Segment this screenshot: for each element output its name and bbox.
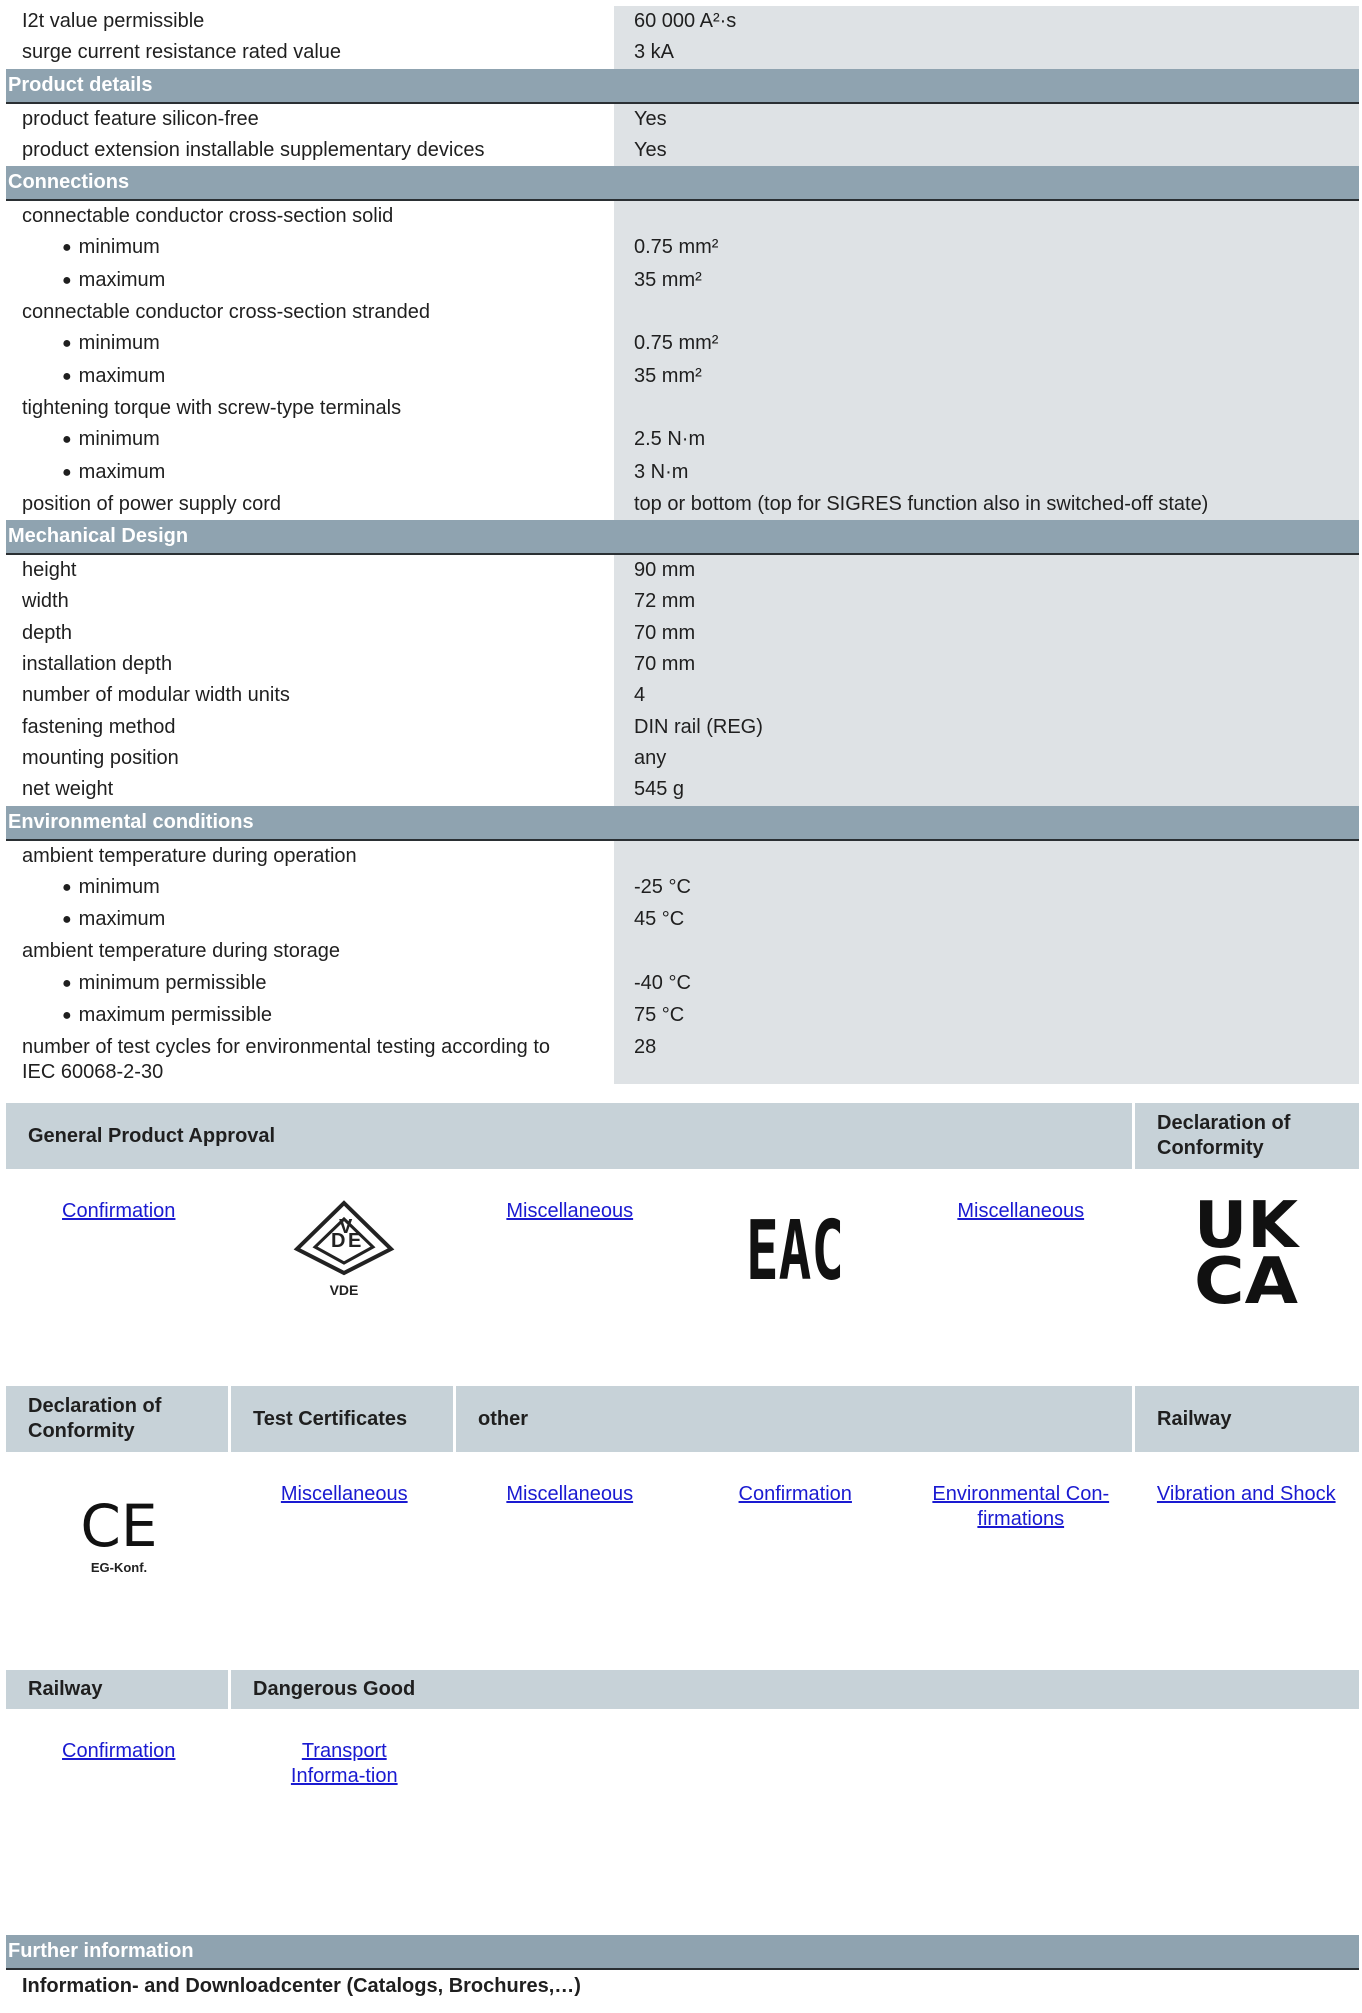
spec-row bbox=[6, 265, 1359, 297]
spec-value bbox=[614, 297, 1359, 328]
spec-row bbox=[6, 489, 1359, 520]
spec-row bbox=[6, 680, 1359, 711]
spec-value: 0.75 mm² bbox=[614, 328, 1359, 360]
spec-row bbox=[6, 37, 1359, 68]
spec-label: mounting position bbox=[22, 746, 179, 769]
spec-label: ambient temperature during storage bbox=[22, 940, 340, 963]
ce-text: CE bbox=[80, 1492, 158, 1560]
spec-row bbox=[6, 904, 1359, 936]
spec-label: net weight bbox=[22, 778, 114, 801]
spec-value: 70 mm bbox=[614, 649, 1359, 680]
spec-value: 35 mm² bbox=[614, 361, 1359, 393]
ce-logo bbox=[6, 1452, 232, 1578]
spec-value: 72 mm bbox=[614, 586, 1359, 617]
spec-value: 0.75 mm² bbox=[614, 232, 1359, 264]
cert-cell bbox=[6, 1169, 232, 1309]
cert-header-test-certificates: Test Certificates bbox=[231, 1386, 453, 1452]
spec-label: product feature silicon-free bbox=[22, 107, 259, 130]
cert-cell bbox=[1134, 1452, 1360, 1578]
svg-text:V: V bbox=[339, 1216, 353, 1238]
section-header-further-information: Further information bbox=[6, 1935, 1359, 1970]
spec-label: ● maximum bbox=[6, 904, 614, 936]
svg-text:D: D bbox=[331, 1230, 346, 1252]
spec-value: 60 000 A²·s bbox=[614, 6, 1359, 37]
vibration-and-shock-link[interactable]: Vibration and Shock bbox=[1156, 1483, 1336, 1505]
spec-row bbox=[6, 936, 1359, 967]
spec-label: depth bbox=[22, 621, 73, 644]
cert-header-row bbox=[6, 1103, 1359, 1169]
spec-value bbox=[614, 393, 1359, 424]
spec-row bbox=[6, 201, 1359, 232]
cert-header-row bbox=[6, 1386, 1359, 1452]
spec-label: height bbox=[22, 559, 77, 582]
spec-label: ● maximum permissible bbox=[6, 1000, 614, 1032]
spec-label: ● maximum bbox=[6, 265, 614, 297]
spec-row bbox=[6, 618, 1359, 649]
spec-value: 3 kA bbox=[614, 37, 1359, 68]
spec-row bbox=[6, 712, 1359, 743]
spec-label: I2t value permissible bbox=[22, 10, 205, 32]
spec-row bbox=[6, 424, 1359, 456]
spec-label: width bbox=[22, 590, 69, 613]
spec-label: ● minimum bbox=[6, 328, 614, 360]
ce-sub-text: EG-Konf. bbox=[90, 1560, 147, 1575]
spec-value bbox=[614, 936, 1359, 967]
spec-value: -25 °C bbox=[614, 872, 1359, 904]
cert-header-declaration-of-conformity: Declaration of Conformity bbox=[1135, 1103, 1359, 1169]
cert-items-row bbox=[6, 1452, 1359, 1578]
ukca-logo bbox=[1134, 1169, 1360, 1319]
spec-value: DIN rail (REG) bbox=[614, 712, 1359, 743]
cert-items-row bbox=[6, 1169, 1359, 1319]
eac-text: EAC bbox=[746, 1204, 845, 1299]
cert-header-railway: Railway bbox=[6, 1670, 228, 1709]
spec-row bbox=[6, 774, 1359, 805]
spec-label: product extension installable supplementary devices bbox=[22, 138, 485, 161]
spec-row bbox=[6, 841, 1359, 872]
confirmation-link[interactable]: Confirmation bbox=[62, 1740, 176, 1762]
spec-table bbox=[6, 6, 1359, 1084]
spec-row bbox=[6, 104, 1359, 135]
spec-label: number of modular width units bbox=[22, 684, 290, 707]
spec-value: Yes bbox=[614, 135, 1359, 166]
spec-value: 28 bbox=[614, 1032, 1359, 1084]
spec-label: ● minimum bbox=[6, 424, 614, 456]
spec-label: installation depth bbox=[22, 653, 173, 676]
certificates-block-2 bbox=[6, 1386, 1359, 1578]
spec-label: ● minimum bbox=[6, 232, 614, 264]
spec-label: ● maximum bbox=[6, 361, 614, 393]
spec-label: ● maximum bbox=[6, 457, 614, 489]
spec-label: fastening method bbox=[22, 715, 176, 738]
cert-cell bbox=[457, 1169, 683, 1309]
eac-logo bbox=[683, 1169, 909, 1309]
confirmation-link[interactable]: Confirmation bbox=[738, 1483, 852, 1505]
spec-label: connectable conductor cross-section solid bbox=[22, 205, 394, 228]
spec-row bbox=[6, 6, 1359, 37]
miscellaneous-link[interactable]: Miscellaneous bbox=[280, 1483, 408, 1505]
spec-row bbox=[6, 872, 1359, 904]
spec-value: 45 °C bbox=[614, 904, 1359, 936]
spec-row bbox=[6, 297, 1359, 328]
spec-row bbox=[6, 1000, 1359, 1032]
spec-label: number of test cycles for environmental testing according to IEC 60068-2-30 bbox=[22, 1036, 551, 1084]
cert-header-railway: Railway bbox=[1135, 1386, 1359, 1452]
spec-value: 3 N·m bbox=[614, 457, 1359, 489]
spec-value: 75 °C bbox=[614, 1000, 1359, 1032]
spec-row bbox=[6, 393, 1359, 424]
cert-cell bbox=[908, 1169, 1134, 1309]
spec-label: position of power supply cord bbox=[22, 492, 282, 515]
section-header-environmental-conditions: Environmental conditions bbox=[6, 806, 1359, 841]
spec-row bbox=[6, 968, 1359, 1000]
ukca-top-text: UK bbox=[1194, 1189, 1301, 1263]
transport-information-link[interactable]: Transport Informa-tion bbox=[290, 1740, 398, 1787]
spec-row bbox=[6, 586, 1359, 617]
spec-value: 35 mm² bbox=[614, 265, 1359, 297]
certificates-block-3 bbox=[6, 1670, 1359, 1789]
spec-value: 70 mm bbox=[614, 618, 1359, 649]
svg-text:E: E bbox=[348, 1230, 362, 1252]
cert-cell bbox=[232, 1452, 458, 1578]
spec-value bbox=[614, 841, 1359, 872]
spec-label: ● minimum bbox=[6, 872, 614, 904]
download-center-heading: Information- and Downloadcenter (Catalogs, Brochures,…) bbox=[6, 1970, 1359, 2002]
vde-text: VDE bbox=[329, 1282, 359, 1298]
cert-cell bbox=[232, 1709, 458, 1789]
spec-row bbox=[6, 649, 1359, 680]
further-information bbox=[6, 1935, 1359, 2002]
spec-row bbox=[6, 135, 1359, 166]
spec-label: ambient temperature during operation bbox=[22, 844, 357, 867]
spec-row bbox=[6, 1032, 1359, 1084]
miscellaneous-link[interactable]: Miscellaneous bbox=[506, 1483, 634, 1505]
section-header-connections: Connections bbox=[6, 166, 1359, 201]
vde-logo bbox=[232, 1169, 458, 1309]
miscellaneous-link[interactable]: Miscellaneous bbox=[957, 1200, 1085, 1222]
section-header-product-details: Product details bbox=[6, 69, 1359, 104]
ukca-bottom-text: CA bbox=[1194, 1245, 1299, 1319]
spec-row bbox=[6, 328, 1359, 360]
cert-cell bbox=[457, 1452, 683, 1578]
spec-value: top or bottom (top for SIGRES function also in switched-off state) bbox=[614, 489, 1359, 520]
spec-value: 90 mm bbox=[614, 555, 1359, 586]
confirmation-link[interactable]: Confirmation bbox=[62, 1200, 176, 1222]
spec-label: surge current resistance rated value bbox=[22, 41, 342, 64]
cert-items-row bbox=[6, 1709, 1359, 1789]
spec-label: ● minimum permissible bbox=[6, 968, 614, 1000]
miscellaneous-link[interactable]: Miscellaneous bbox=[506, 1200, 634, 1222]
section-header-mechanical-design: Mechanical Design bbox=[6, 520, 1359, 555]
spec-value: any bbox=[614, 743, 1359, 774]
spec-value: Yes bbox=[614, 104, 1359, 135]
cert-header-declaration-of-conformity: Declaration of Conformity bbox=[6, 1386, 228, 1452]
cert-header-other: other bbox=[456, 1386, 1132, 1452]
spec-row bbox=[6, 555, 1359, 586]
cert-header-dangerous-good: Dangerous Good bbox=[231, 1670, 1359, 1709]
spec-value: 2.5 N·m bbox=[614, 424, 1359, 456]
cert-cell bbox=[683, 1452, 909, 1578]
spec-row bbox=[6, 361, 1359, 393]
environmental-confirmations-link[interactable]: Environmental Con-firmations bbox=[932, 1483, 1110, 1530]
spec-row bbox=[6, 743, 1359, 774]
spec-row bbox=[6, 232, 1359, 264]
cert-cell bbox=[6, 1709, 232, 1789]
spec-value bbox=[614, 201, 1359, 232]
spec-label: tightening torque with screw-type terminals bbox=[22, 396, 402, 419]
cert-cell bbox=[908, 1452, 1134, 1578]
spec-value: 545 g bbox=[614, 774, 1359, 805]
spec-row bbox=[6, 457, 1359, 489]
spec-label: connectable conductor cross-section stranded bbox=[22, 301, 431, 324]
cert-header-general-product-approval: General Product Approval bbox=[6, 1103, 1132, 1169]
spec-value: -40 °C bbox=[614, 968, 1359, 1000]
certificates-block-1 bbox=[6, 1103, 1359, 1319]
cert-header-row bbox=[6, 1670, 1359, 1709]
spec-value: 4 bbox=[614, 680, 1359, 711]
